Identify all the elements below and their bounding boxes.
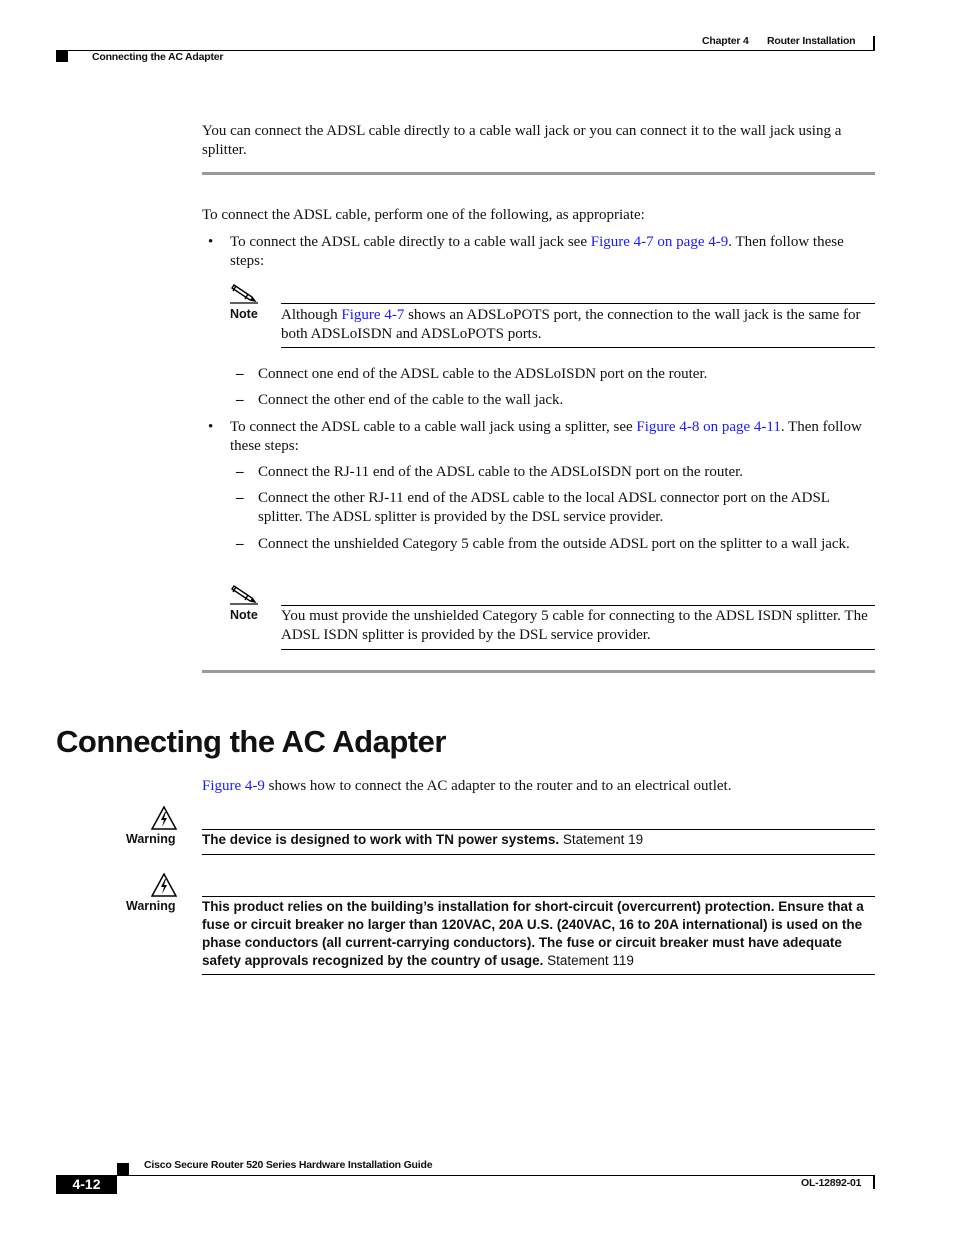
warning2-bottom-rule <box>202 974 875 975</box>
warning1-text <box>202 831 875 849</box>
warning2-text <box>202 898 875 970</box>
bullet-marker: • <box>208 234 214 250</box>
header-section: Connecting the AC Adapter <box>92 51 224 63</box>
procedure-bottom-rule <box>202 670 875 673</box>
note2-label: Note <box>230 608 258 622</box>
header-black-square <box>56 51 68 62</box>
step-dash: – <box>236 464 244 480</box>
warning-triangle-icon <box>151 806 177 830</box>
step-dash: – <box>236 366 244 382</box>
warning2-top-rule <box>202 896 875 897</box>
bullet-marker: • <box>208 419 214 435</box>
footer-rule <box>117 1175 875 1176</box>
section-intro-text: shows how to connect the AC adapter to the router and to an electrical outlet. <box>264 778 732 794</box>
note2-bottom-rule <box>281 649 875 650</box>
bullet2-text <box>230 418 875 456</box>
procedure-intro: To connect the ADSL cable, perform one of the following, as appropriate: <box>202 207 645 223</box>
bullet1-text <box>230 233 875 271</box>
warning2-label: Warning <box>126 899 176 913</box>
note1-bottom-rule <box>281 347 875 348</box>
note1-link[interactable]: Figure 4-7 <box>341 307 405 323</box>
bullet1-link[interactable]: Figure 4-7 on page 4-9 <box>590 234 729 250</box>
intro-paragraph: You can connect the ADSL cable directly to a cable wall jack or you can connect it to the wall jack using a splitter. <box>202 123 842 158</box>
note1-label: Note <box>230 307 258 321</box>
pencil-icon <box>230 282 258 304</box>
step-dash: – <box>236 392 244 408</box>
footer-page-number: 4-12 <box>72 1176 101 1192</box>
note2-top-rule <box>281 605 875 606</box>
note1-top-rule <box>281 303 875 304</box>
warning2-statement: Statement 119 <box>543 953 634 968</box>
note1-pre: Although <box>281 307 342 323</box>
header-right-tick <box>873 36 875 50</box>
warning-triangle-icon <box>151 873 177 897</box>
header-chapter: Chapter 4 <box>702 35 749 47</box>
step1-1: Connect one end of the ADSL cable to the ADSLoISDN port on the router. <box>258 366 708 382</box>
step2-1: Connect the RJ-11 end of the ADSL cable to the ADSLoISDN port on the router. <box>258 464 744 480</box>
footer-guide-title: Cisco Secure Router 520 Series Hardware Installation Guide <box>144 1159 433 1171</box>
step2-3: Connect the unshielded Category 5 cable from the outside ADSL port on the splitter to a wall jack. <box>258 536 850 552</box>
note2-text: You must provide the unshielded Category 5 cable for connecting to the ADSL ISDN splitter. The ADSL ISDN splitter is provided by the DSL service provider. <box>281 608 868 643</box>
warning1-top-rule <box>202 829 875 830</box>
warning1-bold: The device is designed to work with TN power systems. <box>202 832 560 847</box>
section-title: Connecting the AC Adapter <box>56 724 446 759</box>
section-intro <box>202 777 875 796</box>
bullet2-pre: To connect the ADSL cable to a cable wall jack using a splitter, see <box>230 419 637 435</box>
note1-text <box>281 306 877 344</box>
note1-post: shows an ADSLoPOTS port, the connection to the wall jack is the same for both ADSLoISDN and ADSLoPOTS ports. <box>281 307 861 342</box>
bullet2-post: . Then follow these steps: <box>230 419 862 454</box>
step1-2: Connect the other end of the cable to the wall jack. <box>258 392 564 408</box>
step-dash: – <box>236 490 244 506</box>
step2-2: Connect the other RJ-11 end of the ADSL cable to the local ADSL connector port on the ADSL splitter. The ADSL splitter is provided by the DSL service provider. <box>258 490 830 525</box>
step-dash: – <box>236 536 244 552</box>
warning1-label: Warning <box>126 832 176 846</box>
section-intro-link[interactable]: Figure 4-9 <box>202 778 265 794</box>
footer-black-square <box>117 1163 129 1175</box>
warning2-bold: This product relies on the building’s installation for short-circuit (overcurrent) protection. Ensure that a fuse or circuit breaker no larger than 120VAC, 20A U.S. (240VAC, 16 to 20A international) is used on the phase conductors (all current-carrying conductors). The fuse or circuit breaker must have adequate safety approvals recognized by the country of usage. <box>202 899 864 968</box>
bullet1-pre: To connect the ADSL cable directly to a cable wall jack see <box>230 234 591 250</box>
bullet1-post: . Then follow these steps: <box>230 234 844 269</box>
procedure-top-rule <box>202 172 875 175</box>
warning1-statement: Statement 19 <box>559 832 644 847</box>
footer-page-number-box <box>56 1175 117 1194</box>
header-chapter-title: Router Installation <box>767 35 856 47</box>
pencil-icon <box>230 583 258 605</box>
footer-doc-id: OL-12892-01 <box>801 1177 862 1189</box>
warning1-bottom-rule <box>202 854 875 855</box>
bullet2-link[interactable]: Figure 4-8 on page 4-11 <box>636 419 781 435</box>
footer-right-tick <box>873 1175 875 1189</box>
